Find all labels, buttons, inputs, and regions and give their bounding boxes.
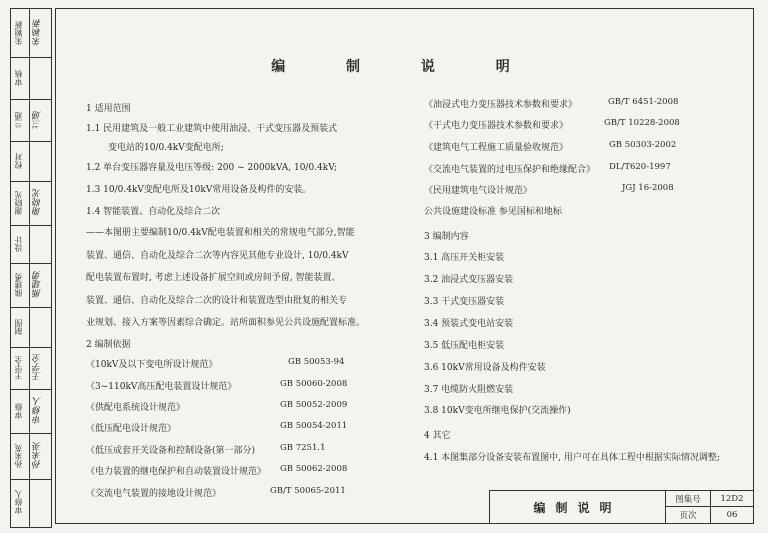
section-heading: 1 适用范围 [86, 104, 131, 114]
text-line: 装置、通信、自动化及综合二次的设计和装置选型由批复的相关专 [86, 296, 348, 306]
text-line: 1.1 民用建筑及一般工业建筑中使用油浸、干式变压器及预装式 [86, 124, 338, 134]
reference-code: GB/T 50065-2011 [270, 486, 346, 496]
strip-label: 审修人 [14, 490, 23, 515]
section-heading: 3 编制内容 [424, 232, 469, 242]
list-item: 3.2 油浸式变压器安装 [424, 275, 514, 285]
text-line: 1.2 单台变压器容量及电压等级: 200 ~ 2000kVA, 10/0.4kV; [86, 163, 337, 173]
strip-label: 校对 [14, 153, 23, 169]
list-item: 3.5 低压配电柜安装 [424, 341, 505, 351]
reference-code: GB 50053-94 [288, 357, 345, 367]
strip-label: 审修 [14, 403, 23, 419]
reference-name: 《3~110kV高压配电装置设计规范》 [86, 382, 237, 392]
signature: 兰通 [33, 111, 43, 129]
reference-name: 《10kV及以下变电所设计规范》 [86, 360, 218, 370]
text-line: 业规划、接入方案等因素综合确定。站所面积参见公共设施配置标准。 [86, 318, 366, 328]
reference-name: 《建筑电气工程施工质量验收规范》 [424, 143, 569, 153]
signature: 谢晓光 [33, 189, 43, 217]
list-item: 3.8 10kV变电所继电保护(交流操作) [424, 406, 571, 416]
strip-cell [11, 225, 51, 264]
strip-cell [11, 99, 51, 142]
strip-label: 审核 [14, 70, 23, 86]
strip-cell [11, 57, 51, 100]
text-line: ——本图册主要编制10/0.4kV配电装置和相关的常规电气部分,智能 [86, 228, 355, 238]
strip-cell [11, 307, 51, 348]
list-item: 3.6 10kV常用设备及构件安装 [424, 363, 546, 373]
signature [33, 225, 47, 263]
signature-strip [10, 8, 52, 528]
reference-code: GB/T 10228-2008 [604, 118, 680, 128]
reference-code: JGJ 16-2008 [622, 183, 674, 193]
signature: 熊建勇 [33, 271, 43, 299]
signature [33, 141, 47, 181]
list-item: 3.1 高压开关柜安装 [424, 253, 505, 263]
title-block [489, 490, 753, 523]
strip-cell [11, 9, 51, 58]
reference-name: 《交流电气装置的接地设计规范》 [86, 489, 222, 499]
signature: 王学全 [33, 354, 43, 382]
page-number-label: 页次 [666, 507, 711, 523]
signature [33, 57, 47, 99]
atlas-number-label: 图集号 [666, 491, 711, 507]
page-number-value: 06 [726, 510, 738, 520]
reference-code: DL/T620-1997 [609, 162, 671, 172]
reference-code: GB 50052-2009 [280, 400, 348, 410]
signature: 孙来英 [33, 442, 43, 470]
atlas-number-value: 12D2 [711, 491, 753, 507]
strip-label: 兰通 [14, 112, 23, 128]
reference-code: GB 50062-2008 [280, 464, 348, 474]
reference-code: GB/T 6451-2008 [608, 97, 679, 107]
strip-label: 孙来英 [14, 444, 23, 468]
reference-name: 《干式电力变压器技术参数和要求》 [424, 121, 569, 131]
text-line: 装置、通信、自动化及综合二次等内容见其他专业设计, 10/0.4kV [86, 251, 349, 261]
signature [33, 479, 47, 526]
reference-name: 《供配电系统设计规范》 [86, 403, 186, 413]
strip-label: 谢晓光 [14, 191, 23, 215]
strip-label: 朱颖新 [14, 21, 23, 45]
strip-cell [11, 479, 51, 526]
reference-code: GB 50303-2002 [609, 140, 677, 150]
strip-cell [11, 389, 51, 434]
list-item: 3.4 预装式变电站安装 [424, 319, 514, 329]
signature [33, 307, 47, 347]
reference-name: 《交流电气装置的过电压保护和绝缘配合》 [424, 165, 596, 175]
text-line: 1.4 智能装置、自动化及综合二次 [86, 207, 221, 217]
text-line: 公共设施建设标准 参见国标和地标 [424, 207, 562, 217]
page-title: 编 制 说 明 [271, 59, 538, 75]
strip-cell [11, 181, 51, 226]
strip-label: 设计 [14, 236, 23, 252]
text-line: 变电站的10/0.4kV变配电所; [108, 143, 224, 153]
section-heading: 4 其它 [424, 431, 451, 441]
reference-name: 《油浸式电力变压器技术参数和要求》 [424, 100, 578, 110]
signature: 审修人 [33, 397, 43, 425]
text-line: 4.1 本图集部分设备安装布置图中, 用户可在具体工程中根据实际情况调整; [424, 453, 720, 463]
sheet-name: 编制说明 [490, 491, 666, 523]
reference-name: 《低压成套开关设备和控制设备(第一部分) [86, 446, 256, 456]
reference-name: 《民用建筑电气设计规范》 [424, 186, 533, 196]
strip-cell [11, 263, 51, 308]
reference-code: GB 50054-2011 [280, 421, 348, 431]
section-heading: 2 编制依据 [86, 340, 131, 350]
reference-code: GB 50060-2008 [280, 379, 348, 389]
strip-cell [11, 347, 51, 390]
reference-name: 《低压配电设计规范》 [86, 424, 177, 434]
strip-label: 制图 [14, 319, 23, 335]
strip-cell [11, 433, 51, 480]
main-frame [55, 8, 754, 524]
text-line: 1.3 10/0.4kV变配电所及10kV常用设备及构件的安装。 [86, 185, 312, 195]
reference-code: GB 7251.1 [280, 443, 326, 453]
strip-label: 王学全 [14, 356, 23, 380]
list-item: 3.7 电缆防火阻燃安装 [424, 385, 514, 395]
reference-name: 《电力装置的继电保护和自动装置设计规范》 [86, 467, 267, 477]
strip-label: 熊建勇 [14, 273, 23, 297]
text-line: 配电装置布置时, 考虑上述设备扩展空间或房间予留, 智能装置、 [86, 273, 341, 283]
signature: 朱颖新 [33, 19, 43, 47]
list-item: 3.3 干式变压器安装 [424, 297, 505, 307]
strip-cell [11, 141, 51, 182]
